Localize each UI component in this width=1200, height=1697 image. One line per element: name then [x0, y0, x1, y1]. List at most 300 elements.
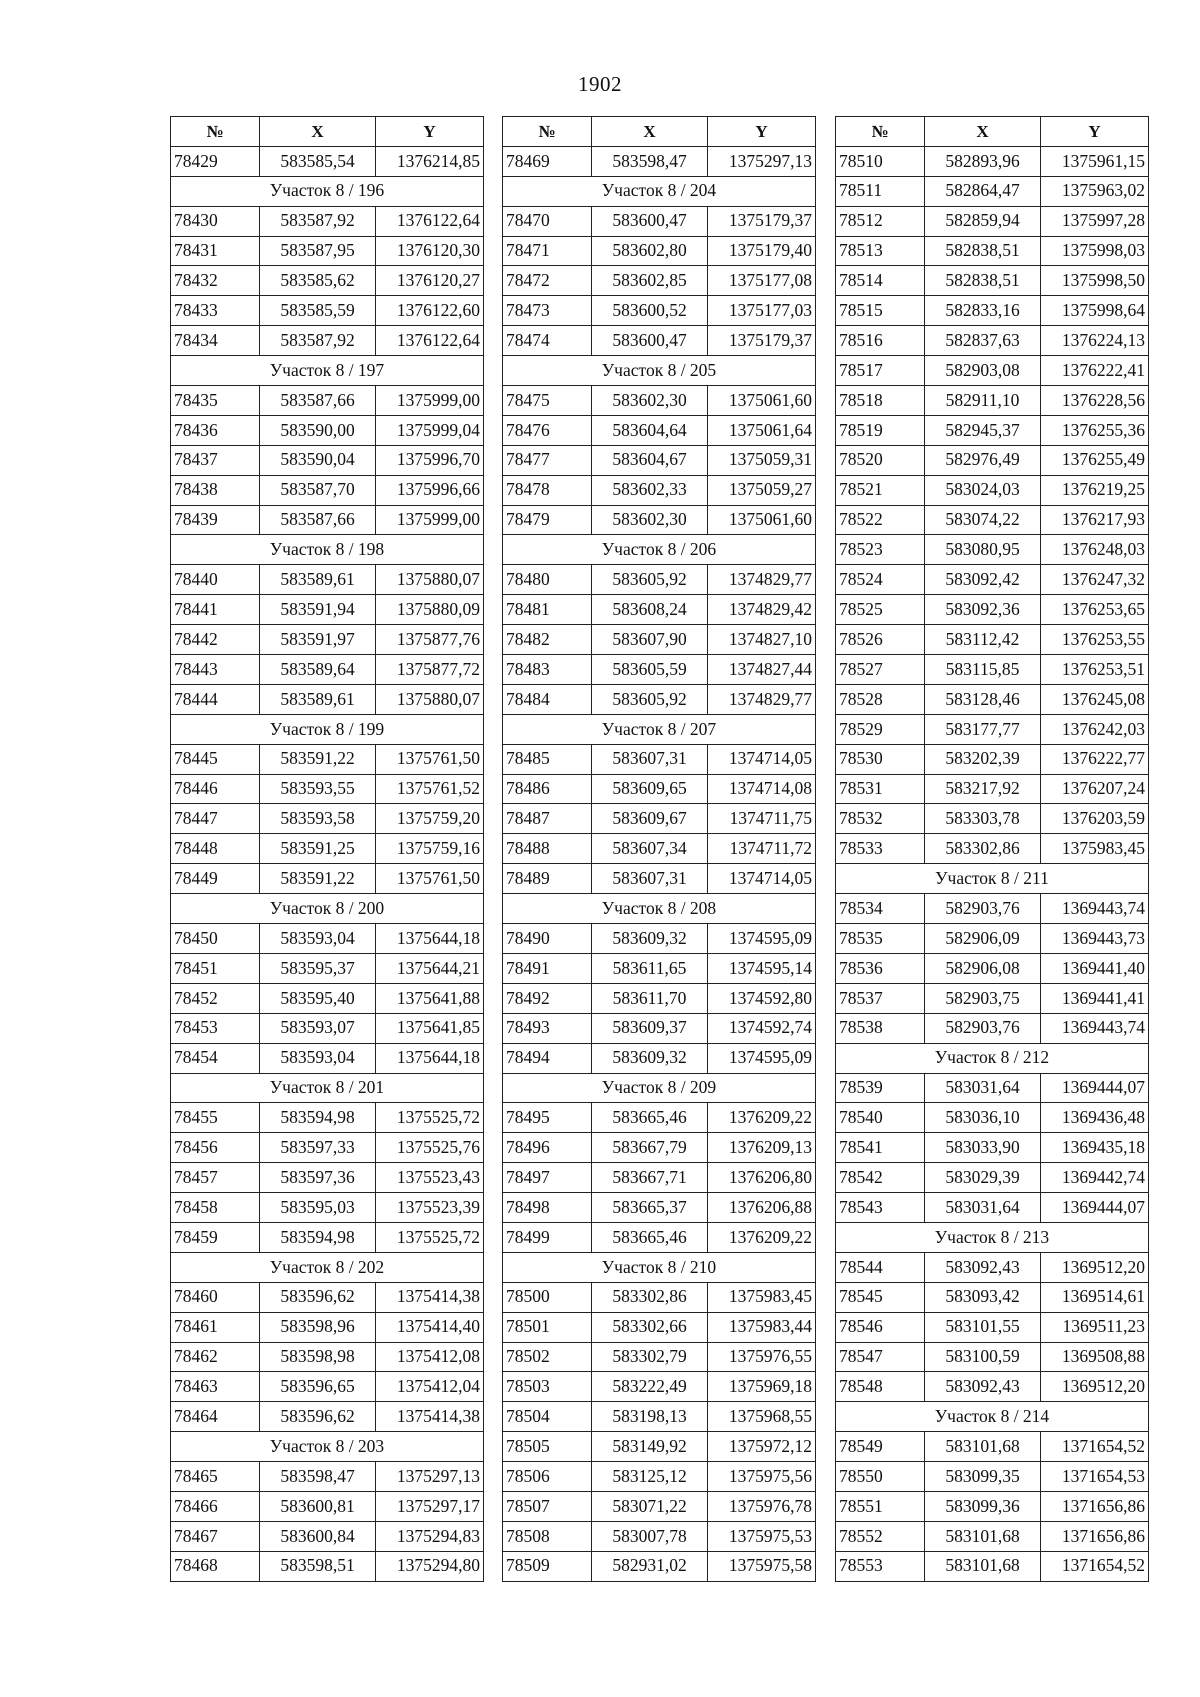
y-coordinate-cell: 1375644,18: [376, 1043, 484, 1073]
y-coordinate-cell: 1375297,13: [708, 146, 816, 176]
y-coordinate-cell: 1376228,56: [1041, 386, 1149, 416]
table-row: [503, 1372, 816, 1402]
point-number-cell: 78465: [171, 1462, 260, 1492]
point-number-cell: 78522: [836, 505, 925, 535]
y-coordinate-cell: 1375998,64: [1041, 296, 1149, 326]
table-row: [503, 1103, 816, 1133]
table-header-row: [503, 117, 816, 147]
table-row: [171, 953, 484, 983]
y-coordinate-cell: 1369435,18: [1041, 1133, 1149, 1163]
y-coordinate-cell: 1375759,20: [376, 804, 484, 834]
point-number-cell: 78529: [836, 714, 925, 744]
x-coordinate-cell: 583099,35: [925, 1462, 1041, 1492]
point-number-cell: 78455: [171, 1103, 260, 1133]
x-coordinate-cell: 583115,85: [925, 655, 1041, 685]
y-coordinate-cell: 1376248,03: [1041, 535, 1149, 565]
y-coordinate-cell: 1375179,37: [708, 326, 816, 356]
table-row: [503, 236, 816, 266]
y-column-header: Y: [1041, 117, 1149, 147]
table-row: [171, 1013, 484, 1043]
table-row: [503, 1043, 816, 1073]
point-number-cell: 78504: [503, 1402, 592, 1432]
table-row: [503, 445, 816, 475]
table-row: [836, 356, 1149, 386]
x-coordinate-cell: 583590,00: [260, 415, 376, 445]
table-row: [171, 1222, 484, 1252]
y-coordinate-cell: 1376255,36: [1041, 415, 1149, 445]
y-coordinate-cell: 1376209,22: [708, 1222, 816, 1252]
section-header-row: [171, 714, 484, 744]
y-coordinate-cell: 1375525,72: [376, 1103, 484, 1133]
y-coordinate-cell: 1376253,65: [1041, 595, 1149, 625]
x-coordinate-cell: 583598,96: [260, 1312, 376, 1342]
section-title: Участок 8 / 213: [836, 1222, 1149, 1252]
x-coordinate-cell: 583605,59: [592, 655, 708, 685]
x-coordinate-cell: 582906,08: [925, 953, 1041, 983]
y-coordinate-cell: 1376206,80: [708, 1163, 816, 1193]
x-coordinate-cell: 583665,46: [592, 1222, 708, 1252]
point-number-cell: 78433: [171, 296, 260, 326]
y-coordinate-cell: 1375976,55: [708, 1342, 816, 1372]
x-coordinate-cell: 583609,65: [592, 774, 708, 804]
point-number-cell: 78552: [836, 1521, 925, 1551]
x-coordinate-cell: 582903,76: [925, 1013, 1041, 1043]
point-number-cell: 78487: [503, 804, 592, 834]
y-coordinate-cell: 1375998,03: [1041, 236, 1149, 266]
x-coordinate-cell: 583596,62: [260, 1402, 376, 1432]
x-coordinate-cell: 583602,80: [592, 236, 708, 266]
y-coordinate-cell: 1375975,53: [708, 1521, 816, 1551]
table-row: [836, 1521, 1149, 1551]
y-coordinate-cell: 1376120,30: [376, 236, 484, 266]
table-row: [503, 386, 816, 416]
table-row: [171, 1043, 484, 1073]
table-row: [503, 625, 816, 655]
x-coordinate-cell: 583602,30: [592, 505, 708, 535]
table-row: [836, 1432, 1149, 1462]
point-number-cell: 78538: [836, 1013, 925, 1043]
x-coordinate-cell: 582893,96: [925, 146, 1041, 176]
section-title: Участок 8 / 197: [171, 356, 484, 386]
point-number-cell: 78505: [503, 1432, 592, 1462]
point-number-cell: 78468: [171, 1551, 260, 1581]
x-coordinate-cell: 583609,37: [592, 1013, 708, 1043]
table-row: [836, 1372, 1149, 1402]
y-coordinate-cell: 1375294,83: [376, 1521, 484, 1551]
section-title: Участок 8 / 196: [171, 176, 484, 206]
x-coordinate-cell: 582833,16: [925, 296, 1041, 326]
x-coordinate-cell: 583609,32: [592, 924, 708, 954]
section-header-row: [171, 1432, 484, 1462]
point-number-cell: 78441: [171, 595, 260, 625]
table-row: [836, 505, 1149, 535]
point-number-cell: 78516: [836, 326, 925, 356]
table-row: [836, 1312, 1149, 1342]
point-number-cell: 78541: [836, 1133, 925, 1163]
table-row: [171, 1521, 484, 1551]
table-row: [171, 1282, 484, 1312]
point-number-cell: 78503: [503, 1372, 592, 1402]
coordinates-table-1: [170, 116, 484, 1582]
table-row: [836, 1462, 1149, 1492]
x-coordinate-cell: 583594,98: [260, 1222, 376, 1252]
table-row: [836, 386, 1149, 416]
x-coordinate-cell: 583595,03: [260, 1193, 376, 1223]
table-row: [171, 445, 484, 475]
x-column-header: X: [260, 117, 376, 147]
table-row: [503, 595, 816, 625]
point-number-cell: 78431: [171, 236, 260, 266]
y-coordinate-cell: 1376122,64: [376, 326, 484, 356]
y-coordinate-cell: 1375414,40: [376, 1312, 484, 1342]
section-header-row: [171, 1252, 484, 1282]
table-row: [503, 864, 816, 894]
y-coordinate-cell: 1374595,09: [708, 924, 816, 954]
x-coordinate-cell: 583593,07: [260, 1013, 376, 1043]
y-coordinate-cell: 1369512,20: [1041, 1252, 1149, 1282]
table-row: [503, 296, 816, 326]
x-coordinate-cell: 583665,37: [592, 1193, 708, 1223]
table-row: [503, 1521, 816, 1551]
point-number-cell: 78535: [836, 924, 925, 954]
y-coordinate-cell: 1376247,32: [1041, 565, 1149, 595]
point-number-cell: 78453: [171, 1013, 260, 1043]
y-coordinate-cell: 1375983,44: [708, 1312, 816, 1342]
y-coordinate-cell: 1369512,20: [1041, 1372, 1149, 1402]
table-row: [836, 565, 1149, 595]
y-coordinate-cell: 1375975,56: [708, 1462, 816, 1492]
x-coordinate-cell: 583602,85: [592, 266, 708, 296]
point-number-cell: 78495: [503, 1103, 592, 1133]
point-number-cell: 78528: [836, 684, 925, 714]
table-row: [836, 1252, 1149, 1282]
table-row: [503, 1133, 816, 1163]
table-row: [836, 475, 1149, 505]
table-row: [836, 296, 1149, 326]
table-row: [836, 1193, 1149, 1223]
x-coordinate-cell: 583092,43: [925, 1372, 1041, 1402]
section-title: Участок 8 / 209: [503, 1073, 816, 1103]
table-row: [171, 983, 484, 1013]
table-row: [171, 625, 484, 655]
table-row: [836, 983, 1149, 1013]
table-row: [503, 834, 816, 864]
table-row: [836, 1342, 1149, 1372]
table-row: [503, 505, 816, 535]
point-number-cell: 78446: [171, 774, 260, 804]
point-number-cell: 78470: [503, 206, 592, 236]
section-header-row: [503, 176, 816, 206]
y-coordinate-cell: 1374711,75: [708, 804, 816, 834]
y-coordinate-cell: 1375975,58: [708, 1551, 816, 1581]
x-coordinate-cell: 583033,90: [925, 1133, 1041, 1163]
table-row: [503, 1551, 816, 1581]
y-coordinate-cell: 1369441,41: [1041, 983, 1149, 1013]
section-title: Участок 8 / 204: [503, 176, 816, 206]
y-coordinate-cell: 1375641,88: [376, 983, 484, 1013]
y-coordinate-cell: 1375061,60: [708, 386, 816, 416]
section-header-row: [171, 356, 484, 386]
point-number-cell: 78469: [503, 146, 592, 176]
point-number-cell: 78511: [836, 176, 925, 206]
section-header-row: [503, 714, 816, 744]
point-number-cell: 78472: [503, 266, 592, 296]
y-coordinate-cell: 1369443,73: [1041, 924, 1149, 954]
x-coordinate-cell: 583598,98: [260, 1342, 376, 1372]
x-coordinate-cell: 583602,30: [592, 386, 708, 416]
point-number-cell: 78534: [836, 894, 925, 924]
point-number-cell: 78439: [171, 505, 260, 535]
x-coordinate-cell: 582864,47: [925, 176, 1041, 206]
x-coordinate-cell: 583667,71: [592, 1163, 708, 1193]
x-coordinate-cell: 582903,75: [925, 983, 1041, 1013]
point-number-cell: 78547: [836, 1342, 925, 1372]
point-number-cell: 78499: [503, 1222, 592, 1252]
point-number-cell: 78452: [171, 983, 260, 1013]
point-number-cell: 78448: [171, 834, 260, 864]
x-coordinate-cell: 582859,94: [925, 206, 1041, 236]
table-row: [503, 475, 816, 505]
x-coordinate-cell: 583600,47: [592, 206, 708, 236]
x-coordinate-cell: 583303,78: [925, 804, 1041, 834]
table-row: [836, 774, 1149, 804]
y-coordinate-cell: 1375880,09: [376, 595, 484, 625]
x-coordinate-cell: 583607,90: [592, 625, 708, 655]
table-row: [503, 1491, 816, 1521]
table-row: [171, 296, 484, 326]
y-coordinate-cell: 1375999,00: [376, 386, 484, 416]
table-row: [171, 505, 484, 535]
x-coordinate-cell: 582903,08: [925, 356, 1041, 386]
y-coordinate-cell: 1374595,09: [708, 1043, 816, 1073]
y-coordinate-cell: 1369443,74: [1041, 894, 1149, 924]
section-header-row: [836, 1043, 1149, 1073]
table-row: [503, 774, 816, 804]
x-coordinate-cell: 583609,67: [592, 804, 708, 834]
x-coordinate-cell: 583611,65: [592, 953, 708, 983]
y-coordinate-cell: 1369511,23: [1041, 1312, 1149, 1342]
point-number-cell: 78484: [503, 684, 592, 714]
x-column-header: X: [592, 117, 708, 147]
y-coordinate-cell: 1375968,55: [708, 1402, 816, 1432]
table-row: [836, 206, 1149, 236]
x-coordinate-cell: 583598,51: [260, 1551, 376, 1581]
table-row: [836, 1013, 1149, 1043]
table-row: [503, 326, 816, 356]
point-number-cell: 78486: [503, 774, 592, 804]
y-coordinate-cell: 1374829,77: [708, 684, 816, 714]
y-coordinate-cell: 1374711,72: [708, 834, 816, 864]
table-row: [836, 176, 1149, 206]
table-row: [836, 146, 1149, 176]
y-coordinate-cell: 1375996,70: [376, 445, 484, 475]
x-coordinate-cell: 583101,68: [925, 1551, 1041, 1581]
x-coordinate-cell: 583585,59: [260, 296, 376, 326]
x-coordinate-cell: 583604,64: [592, 415, 708, 445]
x-coordinate-cell: 583591,94: [260, 595, 376, 625]
x-coordinate-cell: 583591,22: [260, 864, 376, 894]
point-number-cell: 78507: [503, 1491, 592, 1521]
table-row: [171, 774, 484, 804]
point-number-cell: 78430: [171, 206, 260, 236]
x-coordinate-cell: 583029,39: [925, 1163, 1041, 1193]
table-row: [171, 206, 484, 236]
x-coordinate-cell: 583092,36: [925, 595, 1041, 625]
x-coordinate-cell: 583596,65: [260, 1372, 376, 1402]
table-row: [836, 415, 1149, 445]
point-number-cell: 78443: [171, 655, 260, 685]
point-number-cell: 78508: [503, 1521, 592, 1551]
point-number-cell: 78553: [836, 1551, 925, 1581]
point-number-cell: 78475: [503, 386, 592, 416]
table-row: [503, 146, 816, 176]
x-coordinate-cell: 583594,98: [260, 1103, 376, 1133]
table-row: [836, 1103, 1149, 1133]
y-coordinate-cell: 1371656,86: [1041, 1521, 1149, 1551]
table-row: [171, 1193, 484, 1223]
section-header-row: [503, 1252, 816, 1282]
point-number-cell: 78435: [171, 386, 260, 416]
point-number-cell: 78513: [836, 236, 925, 266]
y-coordinate-cell: 1375983,45: [1041, 834, 1149, 864]
x-coordinate-cell: 583598,47: [592, 146, 708, 176]
y-coordinate-cell: 1375061,64: [708, 415, 816, 445]
y-coordinate-cell: 1375759,16: [376, 834, 484, 864]
point-number-cell: 78451: [171, 953, 260, 983]
y-coordinate-cell: 1376222,41: [1041, 356, 1149, 386]
y-coordinate-cell: 1369508,88: [1041, 1342, 1149, 1372]
point-number-cell: 78485: [503, 744, 592, 774]
y-coordinate-cell: 1374592,74: [708, 1013, 816, 1043]
point-number-cell: 78444: [171, 684, 260, 714]
point-number-cell: 78479: [503, 505, 592, 535]
table-header-row: [836, 117, 1149, 147]
table-row: [171, 415, 484, 445]
x-coordinate-cell: 583100,59: [925, 1342, 1041, 1372]
section-header-row: [503, 894, 816, 924]
section-title: Участок 8 / 199: [171, 714, 484, 744]
x-coordinate-cell: 582931,02: [592, 1551, 708, 1581]
point-number-cell: 78464: [171, 1402, 260, 1432]
table-row: [171, 834, 484, 864]
x-coordinate-cell: 583604,67: [592, 445, 708, 475]
table-row: [836, 714, 1149, 744]
point-number-cell: 78543: [836, 1193, 925, 1223]
x-coordinate-cell: 583587,92: [260, 206, 376, 236]
table-row: [503, 983, 816, 1013]
y-coordinate-cell: 1375998,50: [1041, 266, 1149, 296]
y-coordinate-cell: 1375996,66: [376, 475, 484, 505]
point-number-cell: 78449: [171, 864, 260, 894]
table-row: [836, 894, 1149, 924]
section-header-row: [836, 864, 1149, 894]
table-row: [836, 1282, 1149, 1312]
y-coordinate-cell: 1375059,31: [708, 445, 816, 475]
y-coordinate-cell: 1375963,02: [1041, 176, 1149, 206]
x-coordinate-cell: 583589,61: [260, 684, 376, 714]
point-number-cell: 78473: [503, 296, 592, 326]
point-number-cell: 78519: [836, 415, 925, 445]
x-coordinate-cell: 583593,58: [260, 804, 376, 834]
x-coordinate-cell: 583611,70: [592, 983, 708, 1013]
y-coordinate-cell: 1376209,13: [708, 1133, 816, 1163]
x-coordinate-cell: 583665,46: [592, 1103, 708, 1133]
point-number-cell: 78549: [836, 1432, 925, 1462]
section-header-row: [836, 1402, 1149, 1432]
y-coordinate-cell: 1369441,40: [1041, 953, 1149, 983]
x-coordinate-cell: 583007,78: [592, 1521, 708, 1551]
x-coordinate-cell: 583099,36: [925, 1491, 1041, 1521]
table-row: [171, 1402, 484, 1432]
table-row: [171, 146, 484, 176]
x-coordinate-cell: 583217,92: [925, 774, 1041, 804]
y-coordinate-cell: 1375999,04: [376, 415, 484, 445]
point-number-cell: 78462: [171, 1342, 260, 1372]
x-coordinate-cell: 583202,39: [925, 744, 1041, 774]
section-title: Участок 8 / 206: [503, 535, 816, 565]
point-number-cell: 78460: [171, 1282, 260, 1312]
x-coordinate-cell: 583198,13: [592, 1402, 708, 1432]
x-coordinate-cell: 582903,76: [925, 894, 1041, 924]
y-coordinate-cell: 1376207,24: [1041, 774, 1149, 804]
y-coordinate-cell: 1375297,13: [376, 1462, 484, 1492]
y-coordinate-cell: 1375976,78: [708, 1491, 816, 1521]
table-row: [171, 475, 484, 505]
y-coordinate-cell: 1375999,00: [376, 505, 484, 535]
point-number-cell: 78463: [171, 1372, 260, 1402]
y-coordinate-cell: 1376122,60: [376, 296, 484, 326]
y-coordinate-cell: 1369443,74: [1041, 1013, 1149, 1043]
point-number-cell: 78533: [836, 834, 925, 864]
x-coordinate-cell: 582945,37: [925, 415, 1041, 445]
point-number-cell: 78551: [836, 1491, 925, 1521]
point-number-cell: 78532: [836, 804, 925, 834]
section-header-row: [836, 1222, 1149, 1252]
x-coordinate-cell: 583591,97: [260, 625, 376, 655]
section-title: Участок 8 / 210: [503, 1252, 816, 1282]
x-coordinate-cell: 583607,34: [592, 834, 708, 864]
y-coordinate-cell: 1375644,18: [376, 924, 484, 954]
x-coordinate-cell: 583071,22: [592, 1491, 708, 1521]
point-number-cell: 78471: [503, 236, 592, 266]
table-row: [503, 266, 816, 296]
y-coordinate-cell: 1374592,80: [708, 983, 816, 1013]
y-coordinate-cell: 1375179,40: [708, 236, 816, 266]
section-header-row: [171, 535, 484, 565]
y-coordinate-cell: 1375179,37: [708, 206, 816, 236]
section-title: Участок 8 / 202: [171, 1252, 484, 1282]
point-number-cell: 78506: [503, 1462, 592, 1492]
point-number-cell: 78530: [836, 744, 925, 774]
table-row: [171, 386, 484, 416]
table-row: [171, 1163, 484, 1193]
x-coordinate-cell: 583609,32: [592, 1043, 708, 1073]
table-row: [171, 1491, 484, 1521]
table-row: [836, 655, 1149, 685]
point-number-cell: 78546: [836, 1312, 925, 1342]
x-coordinate-cell: 583605,92: [592, 565, 708, 595]
x-coordinate-cell: 583597,33: [260, 1133, 376, 1163]
y-coordinate-cell: 1375523,39: [376, 1193, 484, 1223]
x-coordinate-cell: 583596,62: [260, 1282, 376, 1312]
y-coordinate-cell: 1374827,44: [708, 655, 816, 685]
table-row: [836, 535, 1149, 565]
point-number-cell: 78514: [836, 266, 925, 296]
x-coordinate-cell: 583128,46: [925, 684, 1041, 714]
section-header-row: [171, 894, 484, 924]
x-coordinate-cell: 583602,33: [592, 475, 708, 505]
y-coordinate-cell: 1375059,27: [708, 475, 816, 505]
